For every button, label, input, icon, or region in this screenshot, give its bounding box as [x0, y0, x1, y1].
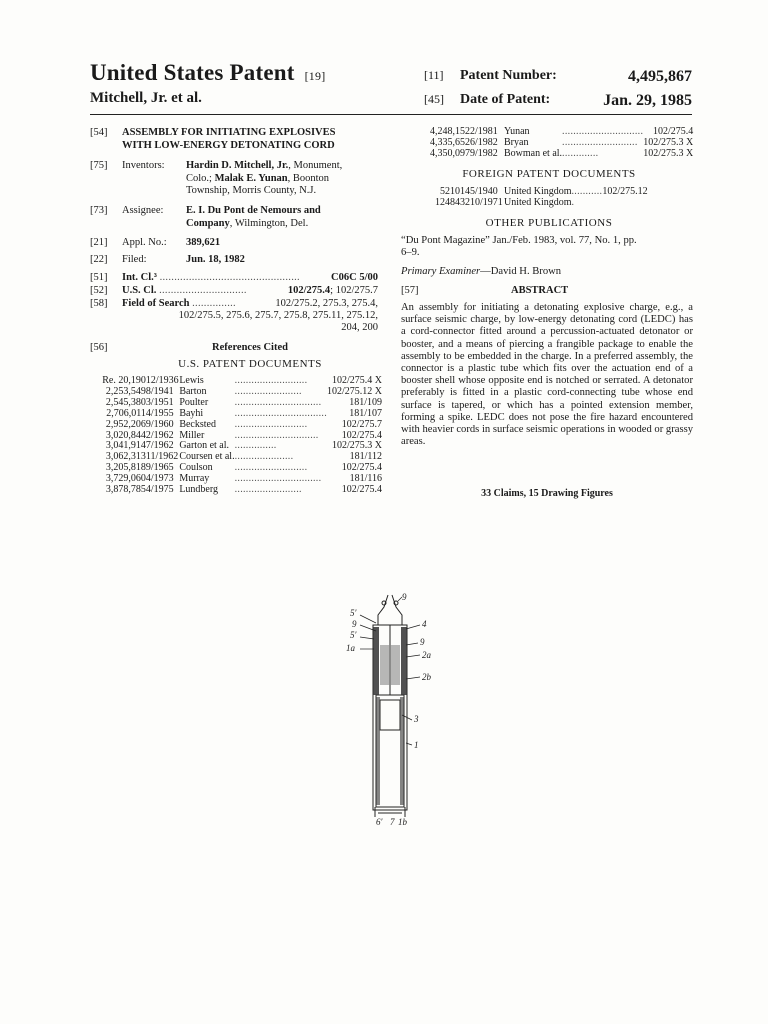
field-label: Field of Search [122, 298, 190, 309]
label-6-prime: 6′ [376, 817, 383, 827]
field-code: [51] [90, 272, 108, 283]
abstract-text: An assembly for initiating a detonating explosive charge, e.g., a surface seismic charge, by low-energy detonating cord (LEDC) has a cord-connector fitted around a percussion-actuated detonator or booster, and a means of piercing a frangible package to enable the assembly to be embedded in the charge. In a preferred assembly, the connector is a plastic tube which fits over the actuation end of a booster shell whose opposite end is notched or serrated. A detonator preferably is fitted in a plastic cord-connecting tube whose end surface is tapered, or which has a pointed extension member, forming a spike. LEDC does not pose the fire hazard encountered with heavier cords in surface seismic operations in wooded or grassy areas. [401, 302, 693, 448]
field-code: [21] [90, 237, 108, 248]
other-publications [401, 235, 693, 259]
label-9: 9 [352, 619, 357, 629]
reference-num: 4,350,097 [430, 147, 470, 159]
reference-date: 4/1955 [145, 407, 174, 419]
reference-cls: 102/275.3 X [643, 136, 694, 148]
leader-dots: ............... [192, 298, 236, 309]
reference-cls: 102/275.4 [341, 429, 382, 441]
inventor-location: , Monument, [288, 160, 343, 171]
reference-date: 9/1960 [145, 418, 174, 430]
reference-dots: .......................... [234, 418, 308, 430]
fos-value: 204, 200 [341, 322, 378, 333]
patent-number-row [424, 68, 692, 86]
reference-dots: .............................. [234, 429, 319, 441]
field-label: Int. Cl.³ [122, 272, 157, 283]
reference-num: 2,545,380 [105, 396, 146, 408]
foreign-patents-list [404, 187, 648, 209]
leader-line [406, 625, 420, 629]
reference-cls: 102/275.7 [341, 418, 382, 430]
reference-cls: 102/275.12 [602, 186, 648, 197]
reference-num: 4,248,152 [430, 126, 470, 137]
field-code: [75] [90, 160, 108, 171]
inventors-value [186, 160, 342, 198]
label-3: 3 [414, 714, 419, 724]
label-5-prime: 5′ [350, 630, 357, 640]
reference-num: 3,041,914 [105, 440, 146, 452]
appl-no-value: 389,621 [186, 237, 221, 248]
inventor-short: Mitchell, Jr. et al. [90, 90, 202, 106]
label-2b: 2b [422, 672, 431, 682]
patent-number-label: Patent Number: [460, 68, 557, 83]
leader-line [360, 637, 374, 639]
reference-name: Garton et al. [179, 440, 230, 452]
date-code: [45] [424, 92, 444, 106]
reference-num: 3,020,844 [105, 429, 146, 441]
field-us-cl [0, 285, 390, 299]
patent-title [90, 60, 325, 86]
reference-dots: ............... [234, 440, 277, 452]
label-1: 1 [414, 740, 419, 750]
leader-line [360, 615, 376, 623]
assignee-name: E. I. Du Pont de Nemours and [186, 205, 321, 216]
reference-cls: 102/275.12 X [327, 385, 382, 397]
reference-date: 10/1971 [470, 196, 503, 208]
label-2a: 2a [422, 650, 431, 660]
reference-name: Barton [179, 385, 207, 397]
reference-name: Lewis [179, 375, 204, 386]
spike-outline [378, 595, 402, 625]
inventor-location: Colo.; [186, 172, 215, 184]
us-cl-main: 102/275.4 [287, 285, 331, 296]
inventor-location: , Boonton [287, 172, 330, 184]
field-code: [57] [401, 285, 419, 296]
int-cl-value: C06C 5/00 [331, 272, 378, 283]
field-of-search [0, 298, 390, 338]
us-patents-table [90, 376, 382, 496]
hatching [373, 627, 407, 805]
reference-date: 2/1962 [145, 429, 174, 441]
connector-wall-left [373, 627, 379, 695]
reference-name: Becksted [179, 418, 216, 430]
claims-count: 33 Claims, 15 Drawing Figures [481, 488, 613, 499]
reference-name: United Kingdom [504, 186, 572, 197]
reference-dots: ............. [562, 147, 599, 159]
reference-date: 9/1982 [470, 147, 498, 159]
reference-dots: ........................... [562, 136, 638, 148]
foreign-patents-table [404, 187, 694, 209]
reference-dots: ................................. [234, 407, 327, 419]
connector-wall-right [401, 627, 407, 695]
reference-date: 4/1973 [145, 473, 174, 485]
reference-name: United Kingdom [504, 196, 572, 208]
field-code: [54] [90, 127, 108, 138]
reference-name: Bryan [504, 136, 529, 148]
us-patents-cont-list [404, 127, 693, 160]
leader-line [406, 655, 420, 657]
field-code: [73] [90, 205, 108, 216]
shell-wall-right [400, 697, 404, 805]
field-appl-no [0, 237, 390, 251]
date-row [424, 92, 692, 110]
reference-row [90, 420, 382, 431]
reference-cls: 102/275.4 X [332, 375, 382, 386]
examiner-name: —David H. Brown [480, 266, 562, 277]
reference-name: Miller [179, 429, 205, 441]
reference-dots: ........................ [234, 385, 302, 397]
label-9: 9 [420, 637, 425, 647]
foreign-patents-heading: FOREIGN PATENT DOCUMENTS [462, 168, 636, 180]
field-code: [56] [90, 342, 108, 353]
header-rule [90, 114, 692, 115]
reference-cls: 102/275.4 [652, 126, 694, 137]
fos-value: 102/275.5, 275.6, 275.7, 275.8, 275.11, 275.12, [178, 310, 378, 321]
field-label: Assignee: [122, 205, 164, 216]
field-label: U.S. Cl. [122, 285, 157, 296]
title-code: [19] [304, 69, 326, 83]
reference-dots: ............................. [562, 126, 644, 137]
us-cl-value [288, 285, 378, 298]
us-patents-cont-table [404, 127, 694, 160]
reference-num: 3,205,818 [105, 462, 146, 474]
reference-dots: ........... [571, 186, 603, 197]
drawing-labels [346, 592, 432, 827]
detonator-cavity [380, 700, 400, 730]
field-filed [0, 254, 390, 268]
abstract-heading: ABSTRACT [511, 285, 569, 296]
patent-number-code: [11] [424, 68, 444, 82]
int-cl-line [122, 272, 300, 285]
fos-line [122, 298, 236, 311]
reference-num: 3,729,060 [105, 473, 146, 485]
reference-cls [602, 198, 647, 209]
label-5-prime: 5′ [350, 608, 357, 618]
publication-line: “Du Pont Magazine” Jan./Feb. 1983, vol. 77, No. 1, pp. [401, 235, 637, 246]
patent-drawing [340, 585, 440, 835]
reference-date: 4/1975 [145, 484, 174, 496]
reference-cls: 102/275.3 X [643, 147, 694, 159]
inventor-location: Township, Morris County, N.J. [186, 185, 317, 196]
title-text: United States Patent [90, 60, 295, 85]
reference-dots: .......................... [234, 375, 308, 386]
reference-num: 3,062,313 [105, 451, 146, 463]
assignee-value [186, 205, 321, 230]
reference-name: Bowman et al. [504, 147, 563, 159]
us-cl-rest: ; 102/275.7 [330, 285, 378, 296]
examiner-label: Primary Examiner [401, 266, 481, 277]
field-code: [58] [90, 298, 108, 309]
us-cl-line [122, 285, 247, 298]
reference-date: 11/1962 [145, 451, 179, 463]
reference-cls: 102/275.3 X [332, 440, 382, 452]
label-9: 9 [402, 592, 407, 602]
reference-name: Coulson [179, 462, 213, 474]
reference-num: 2,706,011 [106, 407, 146, 419]
field-label: Inventors: [122, 160, 165, 171]
reference-date: 3/1951 [145, 396, 174, 408]
reference-dots: ..................... [234, 451, 294, 463]
field-label: Filed: [122, 254, 147, 265]
leader-dots: .............................. [159, 285, 247, 296]
shell-wall-left [376, 697, 380, 805]
reference-row [90, 409, 382, 420]
reference-num: 521014 [440, 186, 470, 197]
reference-date: 9/1965 [145, 462, 174, 474]
date-label: Date of Patent: [460, 92, 551, 107]
field-inventors [0, 160, 390, 200]
reference-name: Bayhi [179, 407, 204, 419]
abstract-header [401, 285, 693, 296]
other-publications-heading: OTHER PUBLICATIONS [485, 217, 613, 229]
field-int-cl [0, 272, 390, 286]
reference-num: 1248432 [435, 196, 470, 208]
publication-line: 6–9. [401, 247, 420, 259]
reference-date: 12/1936 [145, 375, 179, 386]
field-assignee [0, 205, 390, 233]
label-1b: 1b [398, 817, 407, 827]
reference-date: 8/1941 [145, 385, 174, 397]
reference-dots: ............................... [234, 396, 322, 408]
reference-cls: 102/275.4 [341, 484, 382, 496]
field-title [0, 127, 390, 157]
field-code: [22] [90, 254, 108, 265]
reference-cls: 181/116 [349, 473, 382, 485]
reference-name: Coursen et al. [179, 451, 235, 463]
primary-examiner [401, 266, 561, 277]
filed-value: Jun. 18, 1982 [186, 254, 245, 265]
inventor-name: Malak E. Yunan [214, 172, 288, 184]
title-line: WITH LOW-ENERGY DETONATING CORD [122, 139, 335, 151]
assignee-location: , Wilmington, Del. [229, 217, 309, 229]
reference-name: Murray [179, 473, 210, 485]
reference-dots: . [571, 196, 575, 208]
reference-name: Yunan [504, 126, 530, 137]
label-1a: 1a [346, 643, 355, 653]
reference-cls: 181/112 [349, 451, 382, 463]
patent-date: Jan. 29, 1985 [603, 92, 692, 109]
reference-row [90, 485, 382, 496]
reference-num: Re. 20,190 [102, 375, 146, 386]
assignee-name: Company [186, 217, 230, 229]
reference-num: 2,253,549 [105, 385, 146, 397]
reference-date: 6/1982 [470, 136, 498, 148]
us-patents-list [90, 376, 382, 496]
reference-dots: ............................... [234, 473, 322, 485]
booster-charge [380, 645, 400, 685]
references-heading: References Cited [212, 342, 288, 353]
reference-cls: 102/275.4 [341, 462, 382, 474]
reference-cls: 181/109 [349, 396, 382, 408]
reference-date: 2/1981 [470, 126, 498, 137]
field-code: [52] [90, 285, 108, 296]
reference-row [404, 198, 648, 209]
leader-line [406, 677, 420, 679]
reference-dots: ........................ [234, 484, 302, 496]
field-label: Appl. No.: [122, 237, 167, 248]
patent-number: 4,495,867 [628, 68, 692, 85]
us-patents-heading: U.S. PATENT DOCUMENTS [178, 358, 322, 370]
reference-name: Poulter [179, 396, 209, 408]
invention-title [122, 127, 335, 152]
fos-value: 102/275.2, 275.3, 275.4, [275, 298, 378, 309]
label-7: 7 [390, 817, 395, 827]
reference-name: Lundberg [179, 484, 219, 496]
references-cited [0, 342, 390, 356]
reference-num: 4,335,652 [430, 136, 470, 148]
reference-dots: .......................... [234, 462, 308, 474]
leader-dots: ................................................ [159, 272, 300, 283]
leader-line [406, 643, 418, 645]
reference-num: 2,952,206 [105, 418, 146, 430]
title-line: ASSEMBLY FOR INITIATING EXPLOSIVES [122, 127, 336, 138]
reference-date: 7/1962 [145, 440, 174, 452]
end-cap [375, 807, 405, 817]
reference-row [404, 149, 693, 160]
reference-cls: 181/107 [349, 407, 382, 419]
reference-num: 3,878,785 [105, 484, 146, 496]
label-4: 4 [422, 619, 427, 629]
reference-date: 5/1940 [470, 186, 498, 197]
inventor-name: Hardin D. Mitchell, Jr. [186, 160, 289, 171]
